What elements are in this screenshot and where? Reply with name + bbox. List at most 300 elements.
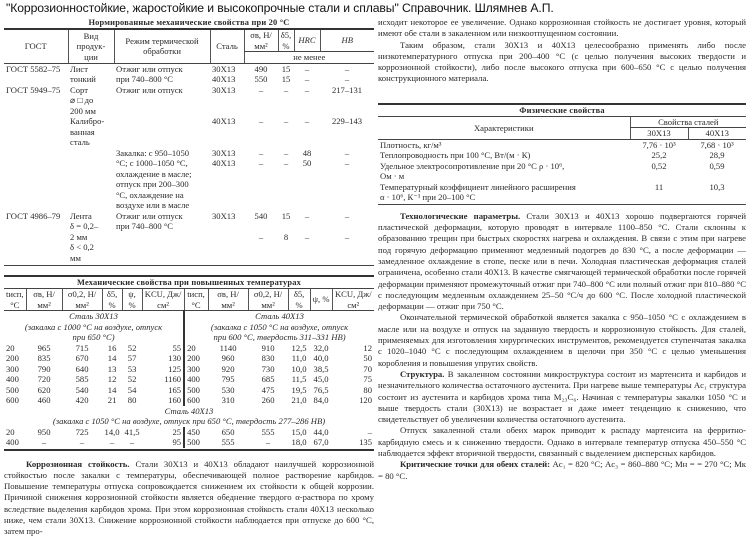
cell-hrc: –	[304, 210, 310, 221]
cell: 53	[127, 363, 137, 374]
cell-name: Температурный коэффициент линейного расширения	[380, 181, 576, 192]
cell-treatment: охлаждение в масле;	[116, 168, 192, 179]
cell: 70	[363, 363, 372, 374]
table-row	[4, 127, 374, 138]
cell-product: ванная	[70, 126, 95, 137]
cell-treatment: отпуск при 200–300	[116, 179, 189, 189]
cell: 400	[184, 374, 208, 385]
cell: –	[265, 437, 271, 447]
cell: 16	[107, 342, 117, 353]
cell-b	[688, 171, 746, 182]
cell: 555	[221, 437, 235, 447]
col-header: KCU, Дж/см²	[142, 289, 184, 311]
cell: 310	[221, 395, 235, 405]
cell: 500	[184, 437, 208, 448]
not-less-label: не менее	[244, 52, 374, 64]
cell-hb	[320, 127, 374, 138]
cell-hb	[320, 242, 374, 253]
cell-product: сталь	[70, 137, 90, 147]
col-sigma: σв, Н/мм²	[244, 30, 278, 52]
cell-treatment: при 740–800 °С	[116, 74, 174, 84]
table-row	[4, 385, 374, 396]
col-header: tисп, °С	[184, 289, 208, 311]
cell-treatment	[114, 232, 210, 243]
table-row	[4, 395, 374, 406]
cell-treatment	[114, 242, 210, 253]
cell-steel	[210, 106, 244, 117]
col-header: δ5, %	[288, 289, 310, 311]
col-hb: HB	[320, 30, 374, 52]
cell-delta	[278, 242, 294, 253]
col-header: σ0,2, Н/мм²	[248, 289, 288, 311]
cell-gost	[4, 127, 68, 138]
cell-sigma	[244, 242, 278, 253]
cell-product	[68, 158, 114, 169]
cell-product: δ < 0,2	[70, 242, 94, 252]
cell: 500	[6, 384, 19, 395]
corrosion-text: Стали 30Х13 и 40Х13 обладают наилучшей коррозионной стойкостью после закалки с температуры, обеспечивающей полное растворение карбидов. Повышение температуры отпуска сопровождается снижением их стойкости к общей коррозии. Причиной снижения коррозионной стойкости является обеднение твердого α-раствора по хрому вследствие выделения карбидов хрома. При этом коррозионная стойкость стали 40Х13 несколько ниже, чем стали 30Х13. Снижение коррозионной стойкости наблюдается при отпуске до 600 °С, затем про-	[4, 458, 374, 537]
col-steel-properties: Свойства сталей	[630, 117, 746, 128]
cell: 44,0	[313, 426, 329, 437]
cell-steel	[210, 169, 244, 180]
cell-treatment	[114, 95, 210, 106]
cell: 300	[184, 364, 208, 375]
cell-product: мм	[70, 252, 81, 263]
right-column	[378, 17, 746, 482]
cell: 500	[184, 385, 208, 396]
cell: 25	[172, 426, 182, 437]
cell-treatment	[114, 127, 210, 138]
cell: 20	[6, 426, 15, 437]
cell-steel: 30Х13	[212, 84, 236, 95]
table-row	[4, 179, 374, 190]
cell: 40,0	[313, 353, 329, 363]
cell-sigma	[244, 200, 278, 211]
cell-hrc: –	[304, 116, 310, 126]
cell-sigma: –	[258, 158, 264, 168]
cell-treatment: Закалка: с 950–1050	[116, 147, 190, 158]
cell-hrc	[294, 242, 320, 253]
cell-hb	[320, 253, 374, 264]
group-label: Сталь 40Х13	[164, 405, 214, 416]
group-label: (закалка с 1050 °С на воздухе, отпуск	[184, 322, 374, 333]
physical-caption: Физические свойства	[519, 105, 605, 115]
cell: 1140	[219, 342, 237, 353]
cell-steel: 40Х13	[212, 116, 236, 126]
cell-gost	[4, 95, 68, 106]
cell: 125	[168, 363, 182, 374]
cell-steel	[210, 95, 244, 106]
cell-product	[68, 200, 114, 211]
table-row	[4, 343, 374, 354]
cell-gost: ГОСТ 4986–79	[6, 210, 61, 221]
cell: 45,0	[313, 374, 329, 384]
cell-sigma	[244, 127, 278, 138]
document-title: "Коррозионностойкие, жаростойкие и высокопрочные стали и сплавы" Справочник. Шлямнев А.П.	[6, 1, 554, 15]
cell: 15,0	[291, 426, 307, 437]
cell-sigma	[244, 106, 278, 117]
col-30x13: 30Х13	[630, 128, 688, 140]
cell-sigma	[244, 190, 278, 201]
cell-hb: 229–143	[331, 116, 363, 126]
cell: 80	[363, 384, 372, 395]
cell: 475	[261, 384, 275, 395]
cell-b: 28,9	[709, 150, 725, 161]
cell-steel	[210, 253, 244, 264]
table1-caption: Нормированные механические свойства при 20 °С	[88, 18, 290, 27]
table-row	[378, 150, 746, 161]
cell-hrc	[294, 190, 320, 201]
col-header: tисп, °С	[4, 289, 26, 311]
cell-steel: 30Х13	[212, 147, 236, 158]
critical-text: Ac₁ = 820 °С; Ac₃ = 860–880 °С; Mн = = 270 °С; Mк = 80 °С.	[378, 459, 747, 481]
cell-delta	[278, 200, 294, 211]
cell-b: 10,3	[709, 181, 725, 192]
cell-delta: –	[283, 84, 289, 95]
cell-hb: –	[344, 210, 350, 221]
cell: 21,0	[291, 395, 307, 405]
cell-product: Лента	[70, 210, 92, 221]
group-label: при 650 °С)	[72, 332, 115, 342]
cell-name: Ом · м	[380, 171, 405, 182]
cell: 135	[359, 437, 372, 447]
cell-gost: ГОСТ 5582–75	[6, 63, 61, 74]
cell-delta	[278, 169, 294, 180]
cell-hb: –	[344, 63, 350, 74]
cell-product: δ = 0,2–	[70, 221, 99, 231]
cell-product: 2 мм	[70, 231, 88, 242]
cell: 38,5	[313, 363, 329, 374]
table-row	[4, 253, 374, 264]
cell-hrc: –	[304, 63, 310, 74]
cell-delta: 15	[281, 74, 291, 84]
cell-hrc: –	[304, 74, 310, 84]
cell-gost	[4, 137, 68, 148]
cell: 200	[6, 353, 19, 363]
table-row	[378, 171, 746, 182]
cell-delta: 8	[283, 231, 289, 242]
col-delta: δ5, %	[278, 30, 294, 52]
cell-steel	[210, 137, 244, 148]
cell-treatment: воздухе или в масле	[116, 200, 190, 210]
cell-product: 200 мм	[70, 105, 96, 116]
col-header: δ5, %	[102, 289, 122, 311]
cell-delta	[278, 106, 294, 117]
cell: 57	[127, 353, 137, 363]
cell: 84,0	[313, 395, 329, 405]
cell-hrc	[294, 253, 320, 264]
cell: 540	[75, 384, 89, 395]
cell: 600	[6, 395, 19, 405]
cell-gost	[4, 179, 68, 190]
table-row	[4, 148, 374, 159]
cell: 76,5	[313, 384, 329, 395]
cell: 530	[221, 384, 235, 395]
cell-sigma	[244, 169, 278, 180]
cell-product	[68, 190, 114, 201]
cell-hb	[320, 200, 374, 211]
cell-gost	[4, 74, 68, 85]
cell: –	[109, 437, 115, 447]
cell-hb	[320, 95, 374, 106]
cell-sigma	[244, 221, 278, 232]
cell-treatment: °С; с 1000–1050 °С,	[116, 158, 188, 168]
cell-steel	[210, 242, 244, 253]
cell-treatment	[114, 116, 210, 127]
cell-steel: 30Х13	[212, 210, 236, 221]
cell: 55	[172, 342, 182, 353]
cell: 95	[172, 437, 182, 447]
cell-gost	[4, 148, 68, 159]
col-header: σв, Н/мм²	[26, 289, 62, 311]
cell-hrc	[294, 169, 320, 180]
cell-delta	[278, 253, 294, 264]
cell: –	[367, 426, 372, 437]
cell: 910	[261, 342, 275, 353]
cell-hrc	[294, 179, 320, 190]
cell: 450	[184, 427, 208, 438]
cell-hrc	[294, 200, 320, 211]
table-row	[4, 200, 374, 211]
cell-treatment	[114, 253, 210, 264]
cell: 50	[363, 353, 372, 363]
col-40x13: 40Х13	[688, 128, 746, 140]
cell-gost	[4, 106, 68, 117]
tech-heading: Технологические параметры.	[400, 210, 521, 221]
table-row	[4, 242, 374, 253]
cell-steel: 40Х13	[212, 74, 236, 84]
cell-sigma: 540	[254, 210, 268, 221]
cell-hb	[320, 190, 374, 201]
cell-hrc	[294, 106, 320, 117]
cell-sigma: –	[258, 147, 264, 158]
cell: 730	[261, 363, 275, 374]
cell-product: тонкий	[70, 74, 96, 84]
col-header: ψ, %	[310, 289, 332, 311]
cell: 12,5	[291, 342, 307, 353]
cell-gost	[4, 232, 68, 243]
cell: 1160	[164, 374, 182, 384]
cell: 130	[168, 353, 182, 363]
col-treatment: Режим термической обработки	[114, 30, 210, 63]
cell: 160	[168, 395, 182, 405]
cell: 12	[107, 374, 117, 384]
cell-hb: –	[344, 147, 350, 158]
cell: 11,0	[291, 353, 307, 363]
cell: 685	[261, 374, 275, 384]
corrosion-paragraph	[4, 459, 374, 538]
cell: 400	[6, 374, 19, 384]
cell-gost	[4, 169, 68, 180]
group-label: Сталь 40Х13	[184, 311, 374, 322]
cell: 200	[184, 353, 208, 364]
cell: 20	[6, 342, 15, 353]
cell: 75	[363, 374, 372, 384]
cell-product: Сорт	[70, 84, 88, 95]
cell: 52	[127, 374, 137, 384]
cell-delta	[278, 127, 294, 138]
cell-sigma	[244, 253, 278, 264]
cell: 14,0	[104, 426, 120, 437]
cell-hb: –	[344, 74, 350, 84]
cell: 720	[37, 374, 51, 384]
cell-name: Плотность, кг/м³	[380, 139, 442, 150]
cell-steel	[210, 179, 244, 190]
cell: 920	[221, 363, 235, 374]
cell: 165	[168, 384, 182, 395]
cell-a: 7,76 · 10³	[642, 139, 676, 150]
cell: 14	[107, 384, 117, 395]
tech-text: Стали 30Х13 и 40Х13 хорошо подвергаются горячей пластической деформации, которую проводят в интервале 1100–850 °С. Стали склонны к образованию трещин при быстрых скоростях нагрева и охлаждения. В связи с этим при нагреве под горячую деформацию применяют медленный подогрев до 830 °С, а после деформации — замедленное охлаждение в стопе, песке или в печи. Холодная пластическая деформация сталей ограничена, особенно стали 40Х13. В качестве смягчающей термической обработки после горячей деформации применяют промежуточный отжиг при 740–800 °С или полный отжиг при 810–880 °С с последующим медленным охлаждением 25–50 °С/ч до 600 °С. После холодной пластической деформации — отжиг при 750 °С.	[378, 210, 747, 312]
table-row	[4, 364, 374, 375]
cell-hrc	[294, 95, 320, 106]
table-row	[4, 437, 374, 448]
cell-hb	[320, 221, 374, 232]
cell: 260	[261, 395, 275, 405]
table2-caption: Механические свойства при повышенных температурах	[76, 278, 302, 287]
cell-name: Теплопроводность при 100 °С, Вт/(м · К)	[380, 150, 531, 161]
cell-a: 25,2	[651, 150, 667, 161]
cell: –	[79, 437, 85, 447]
cell: 790	[37, 363, 51, 374]
cell-product	[68, 169, 114, 180]
cell: 830	[261, 353, 275, 363]
table-row	[4, 232, 374, 243]
cell-hrc: –	[304, 231, 310, 242]
group-label: при 600 °С, твердость 311–331 НВ)	[184, 332, 374, 343]
cell-hb: –	[344, 231, 350, 242]
cell: 67,0	[313, 437, 329, 447]
table-row	[378, 161, 746, 172]
cell-product: Калибро-	[70, 116, 105, 126]
cell-delta: 15	[281, 63, 291, 74]
cell-sigma	[244, 137, 278, 148]
cell-delta	[278, 95, 294, 106]
cell: 400	[6, 437, 19, 447]
table-row	[4, 353, 374, 364]
cell-treatment: °С, охлаждение на	[116, 189, 184, 200]
cell-delta	[278, 137, 294, 148]
cell-steel: 40Х13	[212, 158, 236, 168]
cell: –	[41, 437, 47, 447]
cell-delta: 15	[281, 210, 291, 221]
cell-delta	[278, 179, 294, 190]
cell-hrc: 50	[302, 158, 312, 168]
cell-sigma: 550	[254, 74, 268, 84]
cell: 300	[6, 363, 19, 374]
group-label: Сталь 30Х13	[69, 311, 118, 321]
cell: 725	[75, 426, 89, 437]
cell: 120	[359, 395, 372, 405]
col-product: Вид продук-ции	[68, 30, 114, 63]
cell-product	[68, 179, 114, 190]
cell-gost	[4, 221, 68, 232]
tempering-paragraph: Отпуск закаленной стали обеих марок приводит к распаду мартенсита на ферритно-карбидную смесь и к снижению твердости. Однако в интервале температур отпуска 450–550 °С наблюдается эффект вторичной твердости, связанный с выделением дисперсных карбидов.	[378, 425, 746, 459]
table-row	[4, 427, 374, 438]
cell-sigma: 490	[254, 63, 268, 74]
cell-treatment	[114, 137, 210, 148]
physical-properties-table	[378, 117, 746, 203]
table-row	[4, 116, 374, 127]
cell-product: ⌀ □ до	[70, 95, 94, 105]
cell: 54	[127, 384, 137, 395]
critical-points-paragraph	[378, 459, 746, 482]
cell-b: 0,59	[709, 160, 725, 171]
cell: 670	[75, 353, 89, 363]
table-row	[4, 106, 374, 117]
cell-gost	[4, 190, 68, 201]
structure-heading: Структура.	[400, 368, 445, 379]
table-row	[4, 158, 374, 169]
cell: 21	[107, 395, 117, 405]
cell-hrc: –	[304, 84, 310, 95]
table-row	[4, 190, 374, 201]
cell-treatment: при 740–800 °С	[116, 221, 174, 231]
cell-hrc	[294, 127, 320, 138]
continued-text: исходит некоторое ее увеличение. Однако коррозионная стойкость не достигает уровня, который имеют обе стали в закаленном или низкоотпущенном состоянии.	[378, 17, 746, 39]
cell: 585	[75, 374, 89, 384]
cell: 13	[107, 363, 117, 374]
cell-gost	[4, 158, 68, 169]
cell-product: Лист	[70, 63, 88, 74]
cell-steel	[210, 232, 244, 243]
corrosion-heading: Коррозионная стойкость.	[26, 458, 130, 469]
cell-steel: 30Х13	[212, 63, 236, 74]
cell: 10,0	[291, 363, 307, 374]
table-row	[4, 95, 374, 106]
table-row	[4, 63, 374, 74]
cell-a	[630, 192, 688, 203]
table-row	[4, 211, 374, 222]
cell-sigma	[244, 179, 278, 190]
cell: –	[129, 437, 135, 447]
elevated-temperature-table	[4, 289, 374, 448]
cell: 555	[261, 426, 275, 437]
usage-paragraph: Таким образом, стали 30Х13 и 40Х13 целесообразно применять либо после низкотемпературного отпуска при 200–400 °С (с целью получения высоких твердости и коррозионной стойкости), либо после высокого отпуска при 600–650 °С с целью получения конструкционного материала.	[378, 39, 746, 84]
cell-name: α · 10⁶, К⁻¹ при 20–100 °С	[380, 192, 476, 203]
cell: 420	[75, 395, 89, 405]
cell-hb	[320, 179, 374, 190]
cell-treatment: Отжиг или отпуск	[116, 210, 183, 221]
table-row	[4, 374, 374, 385]
cell-a: 11	[654, 181, 664, 192]
cell: 11,5	[291, 374, 307, 384]
table-row	[4, 137, 374, 148]
cell-steel	[210, 200, 244, 211]
cell-steel	[210, 127, 244, 138]
critical-heading: Критические точки для обеих сталей:	[400, 459, 550, 470]
col-hrc: HRC	[294, 30, 320, 52]
cell-sigma: –	[258, 84, 264, 95]
table-row	[378, 182, 746, 193]
cell-a	[630, 171, 688, 182]
cell-treatment: Отжиг или отпуск	[116, 84, 183, 95]
cell-b	[688, 192, 746, 203]
cell-delta: –	[283, 116, 289, 126]
cell: 20	[184, 343, 208, 354]
group-label: (закалка с 1000 °С на воздухе, отпуск	[24, 321, 163, 332]
cell: 960	[221, 353, 235, 363]
cell-treatment: Отжиг или отпуск	[116, 63, 183, 74]
cell: 80	[127, 395, 137, 405]
cell: 650	[221, 426, 235, 437]
col-header: σ0,2, Н/мм²	[62, 289, 102, 311]
cell: 835	[37, 353, 51, 363]
cell-gost	[4, 242, 68, 253]
tech-paragraph	[378, 211, 746, 313]
cell: 19,5	[291, 384, 307, 395]
cell-steel	[210, 221, 244, 232]
